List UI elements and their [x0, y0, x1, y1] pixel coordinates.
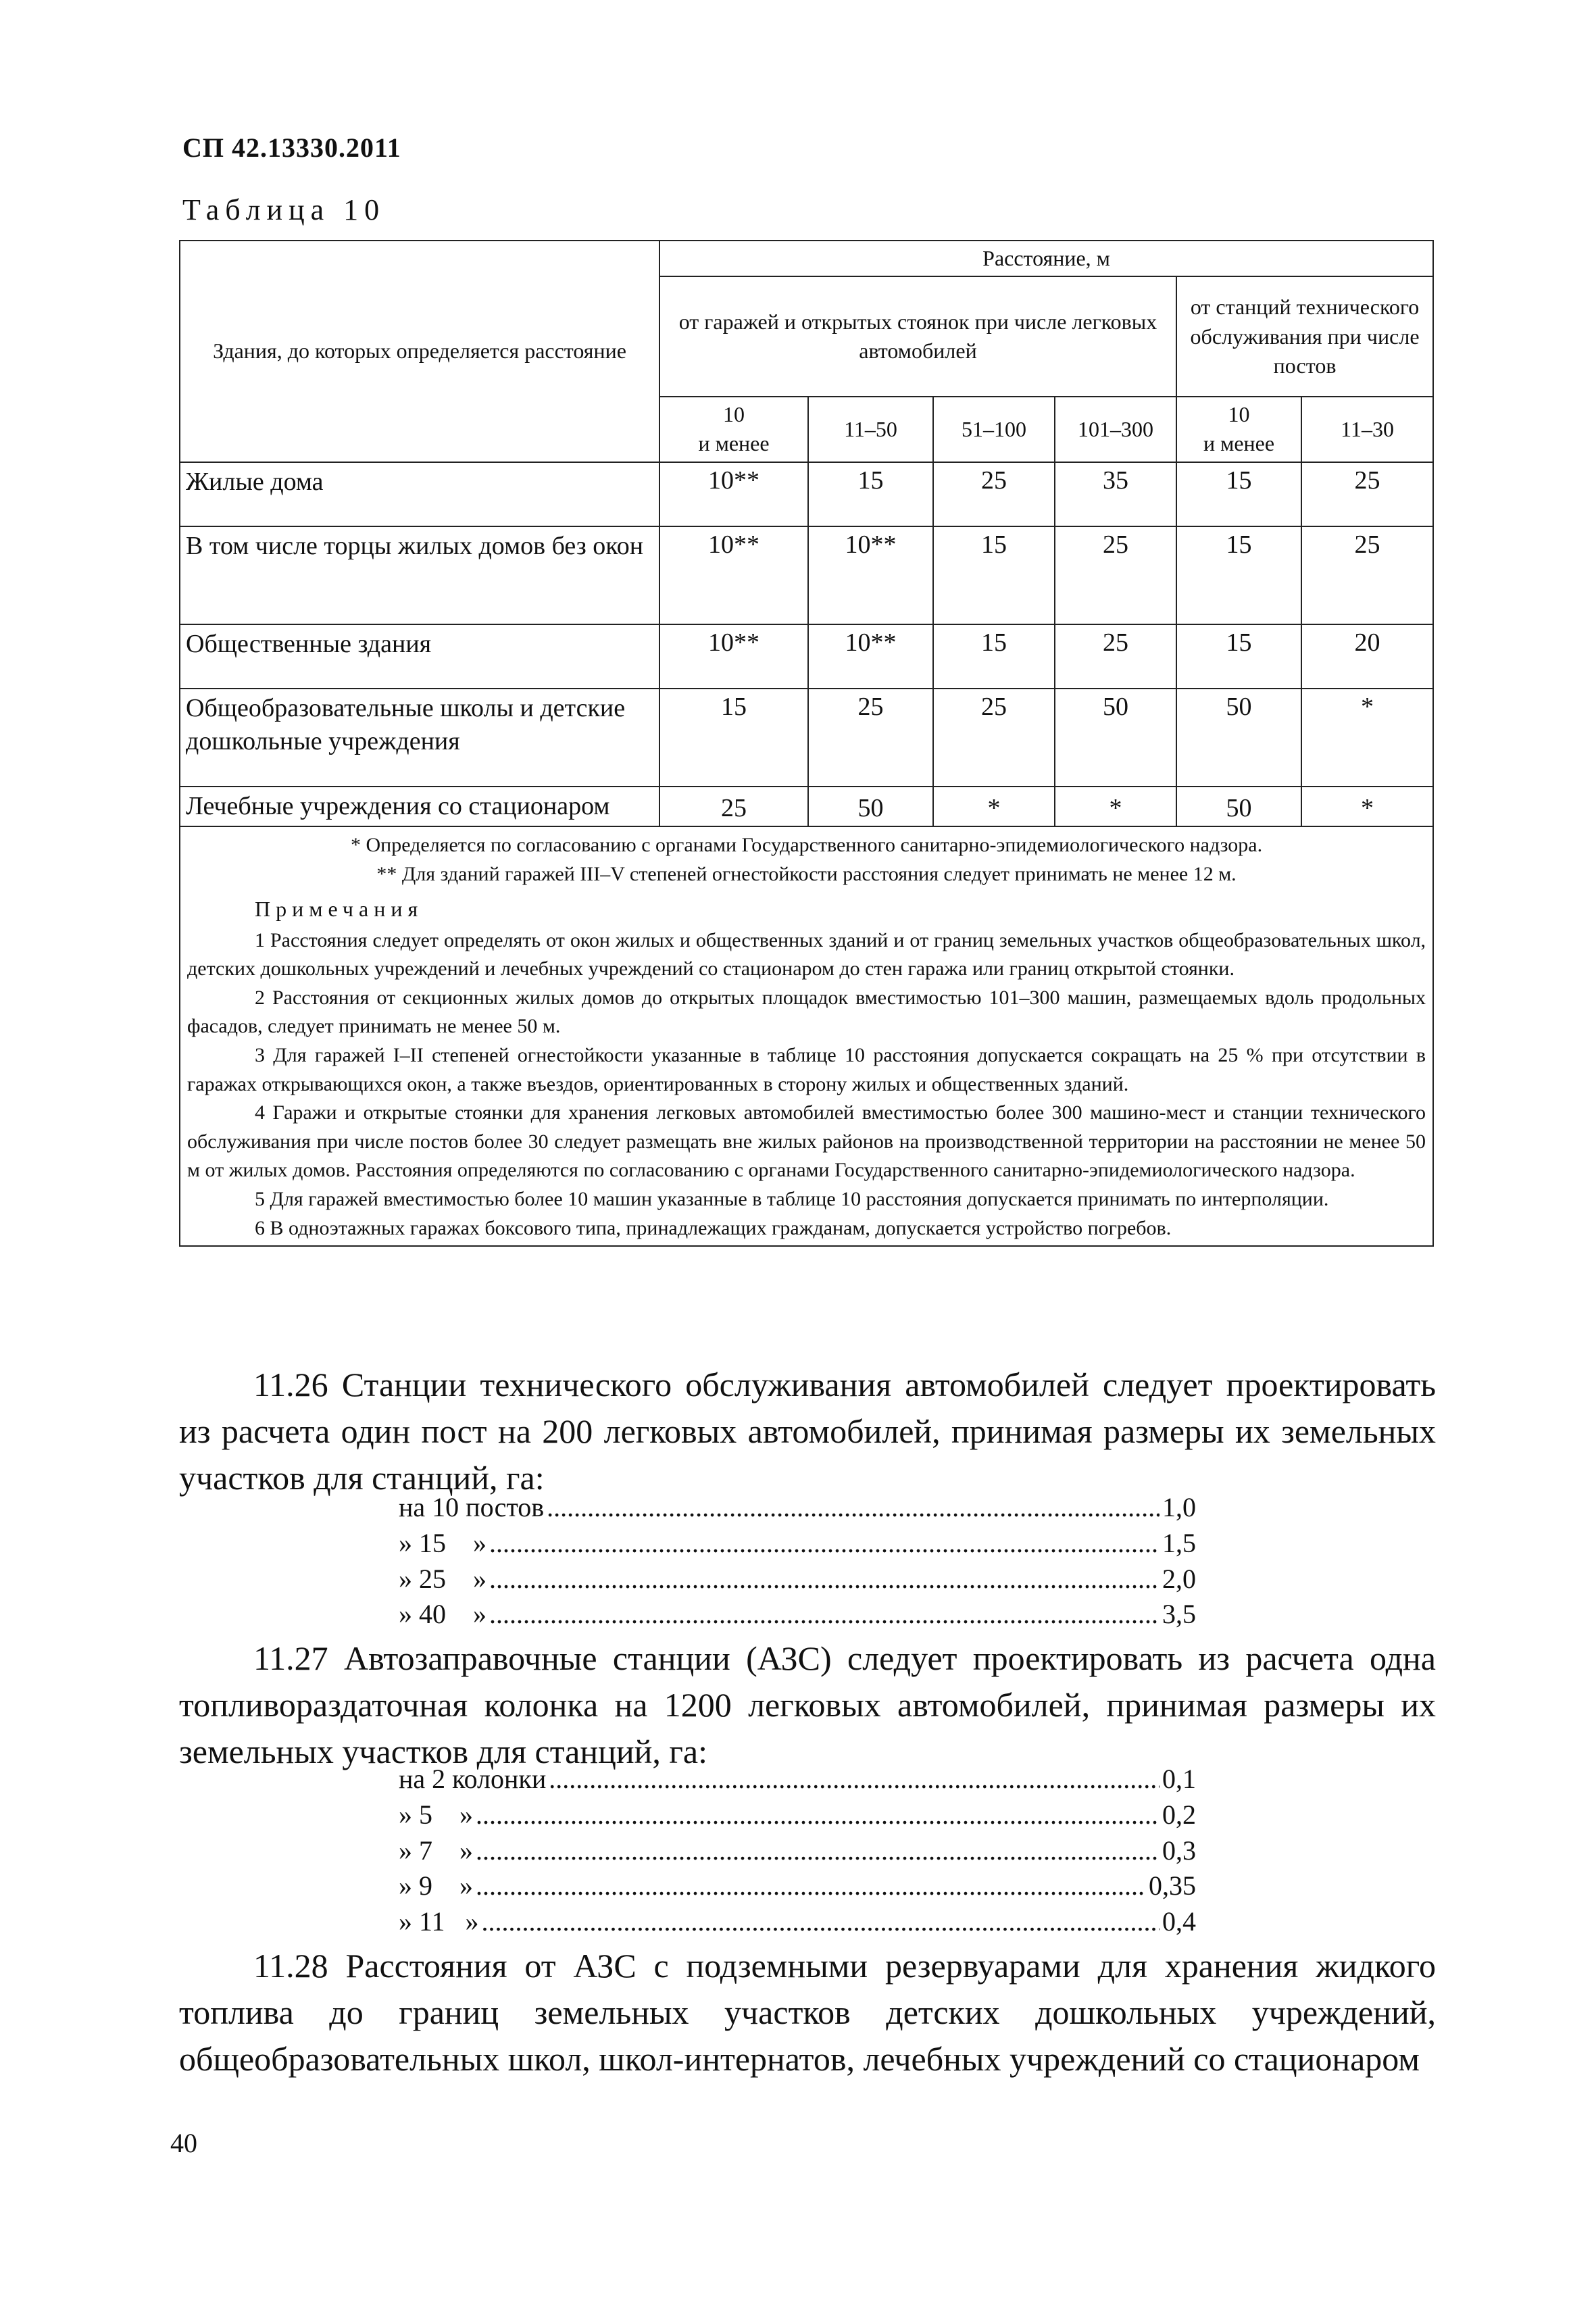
note-item: 1 Расстояния следует определять от окон жилых и общественных зданий и от границ земельных участков общеобразовательных школ, детских дошкольных учреждений и лечебных учреждений со стационаром до стен гаража или границ открытой стоянки.	[187, 928, 1426, 980]
group-header-garages: от гаражей и открытых стоянок при числе легковых автомобилей	[659, 276, 1176, 397]
column-header: 10 и менее	[659, 397, 808, 462]
paragraph-text: 11.27 Автозаправочные станции (АЗС) следует проектировать из расчета одна топливораздаточная колонка на 1200 легковых автомобилей, принимая размеры их земельных участков для станций, га:	[179, 1639, 1436, 1770]
dot-leader	[489, 1526, 1159, 1562]
item-label: » 5 »	[399, 1799, 473, 1830]
table-row	[180, 624, 1433, 689]
list-item	[399, 1797, 1196, 1833]
column-header: 11–30	[1301, 397, 1433, 462]
table-cell: 10**	[659, 526, 808, 624]
dot-leader	[549, 1762, 1159, 1797]
list-item	[399, 1833, 1196, 1869]
land-size-list-11-27	[399, 1762, 1196, 1940]
table-cell: 50	[808, 787, 933, 826]
row-label: Жилые дома	[180, 462, 659, 526]
note-item: 2 Расстояния от секционных жилых домов до открытых площадок вместимостью 101–300 машин, размещаемых вдоль продольных фасадов, следует принимать не менее 50 м.	[187, 986, 1426, 1038]
distance-header: Расстояние, м	[659, 241, 1433, 276]
item-label: » 9 »	[399, 1870, 473, 1901]
item-value: 1,0	[1162, 1492, 1196, 1522]
table-cell: 50	[1176, 689, 1301, 787]
table-row	[180, 689, 1433, 787]
dot-leader	[489, 1597, 1159, 1633]
item-label: на 2 колонки	[399, 1764, 547, 1794]
table-cell: 15	[808, 462, 933, 526]
table-cell: 35	[1055, 462, 1176, 526]
list-item	[399, 1562, 1196, 1597]
list-item	[399, 1868, 1196, 1904]
table-cell: 25	[659, 787, 808, 826]
section-11-28	[179, 1943, 1436, 2083]
notes-title: Примечания	[255, 897, 424, 922]
table-cell: 10**	[808, 624, 933, 689]
table-caption: Таблица 10	[182, 193, 386, 226]
item-label: » 15 »	[399, 1527, 487, 1558]
list-item	[399, 1526, 1196, 1562]
table-cell: 15	[1176, 462, 1301, 526]
document-code-header: СП 42.13330.2011	[182, 132, 401, 163]
dot-leader	[482, 1904, 1159, 1940]
list-item	[399, 1762, 1196, 1797]
dot-leader	[476, 1868, 1146, 1904]
table-cell: 25	[1055, 624, 1176, 689]
row-label: Общественные здания	[180, 624, 659, 689]
item-value: 0,4	[1162, 1906, 1196, 1937]
table-cell: 25	[808, 689, 933, 787]
note-item: 4 Гаражи и открытые стоянки для хранения легковых автомобилей вместимостью более 300 машино-мест и станции технического обслуживания при числе постов более 30 следует размещать вне жилых районов на производственной территории на расстоянии не менее 50 м от жилых домов. Расстояния определяются по согласованию с органами Государственного санитарно-эпидемиологического надзора.	[187, 1101, 1426, 1182]
section-11-26	[179, 1362, 1436, 1501]
column-header: 11–50	[808, 397, 933, 462]
table-cell: 15	[1176, 624, 1301, 689]
table-row	[180, 462, 1433, 526]
table-cell: 25	[933, 689, 1055, 787]
table-cell: 10**	[659, 462, 808, 526]
dot-leader	[489, 1562, 1159, 1597]
item-label: » 40 »	[399, 1599, 487, 1630]
paragraph-text: 11.26 Станции технического обслуживания автомобилей следует проектировать из расчета один пост на 200 легковых автомобилей, принимая размеры их земельных участков для станций, га:	[179, 1366, 1436, 1497]
item-value: 3,5	[1162, 1599, 1196, 1630]
footnote: * Определяется по согласованию с органами Государственного санитарно-эпидемиологического надзора.	[350, 833, 1263, 856]
table-notes	[180, 826, 1433, 1246]
table-cell: 25	[1055, 526, 1176, 624]
table-cell: 15	[659, 689, 808, 787]
item-value: 0,3	[1162, 1835, 1196, 1866]
table-cell: *	[933, 787, 1055, 826]
list-item	[399, 1490, 1196, 1526]
table-10	[179, 240, 1434, 1247]
note-item: 3 Для гаражей I–II степеней огнестойкости указанные в таблице 10 расстояния допускается сокращать на 25 % при отсутствии в гаражах открывающихся окон, а также въездов, ориентированных в сторону жилых и общественных зданий.	[187, 1043, 1426, 1095]
table-row	[180, 526, 1433, 624]
column-header: 51–100	[933, 397, 1055, 462]
row-label: Общеобразовательные школы и детские дошкольные учреждения	[180, 689, 659, 787]
row-label: Лечебные учреждения со стационаром	[180, 787, 659, 826]
table-cell: 10**	[808, 526, 933, 624]
table-cell: 10**	[659, 624, 808, 689]
list-item	[399, 1597, 1196, 1633]
table-cell: 15	[933, 526, 1055, 624]
table-cell: 25	[1301, 526, 1433, 624]
list-item	[399, 1904, 1196, 1940]
item-value: 0,2	[1162, 1799, 1196, 1830]
item-label: » 7 »	[399, 1835, 473, 1866]
table-cell: *	[1301, 787, 1433, 826]
item-value: 2,0	[1162, 1563, 1196, 1594]
table-cell: 25	[933, 462, 1055, 526]
table-row	[180, 787, 1433, 826]
row-label: В том числе торцы жилых домов без окон	[180, 526, 659, 624]
row-header-cell: Здания, до которых определяется расстояние	[180, 241, 659, 462]
table-cell: 20	[1301, 624, 1433, 689]
dot-leader	[476, 1797, 1159, 1833]
item-label: » 11 »	[399, 1906, 479, 1937]
land-size-list-11-26	[399, 1490, 1196, 1633]
dot-leader	[547, 1490, 1159, 1526]
paragraph-text: 11.28 Расстояния от АЗС с подземными резервуарами для хранения жидкого топлива до границ земельных участков детских дошкольных учреждений, общеобразовательных школ, школ-интернатов, лечебных учреждений со стационаром	[179, 1947, 1436, 2078]
item-label: » 25 »	[399, 1563, 487, 1594]
item-value: 0,35	[1149, 1870, 1196, 1901]
item-label: на 10 постов	[399, 1492, 545, 1522]
table-cell: 25	[1301, 462, 1433, 526]
table-cell: *	[1055, 787, 1176, 826]
footnote: ** Для зданий гаражей III–V степеней огнестойкости расстояния следует принимать не менее 12 м.	[376, 862, 1237, 885]
note-item: 5 Для гаражей вместимостью более 10 машин указанные в таблице 10 расстояния допускается принимать по интерполяции.	[255, 1187, 1329, 1210]
table-cell: *	[1301, 689, 1433, 787]
table-cell: 50	[1055, 689, 1176, 787]
dot-leader	[476, 1833, 1159, 1869]
group-header-stations: от станций технического обслуживания при числе постов	[1176, 276, 1433, 397]
page-number: 40	[170, 2128, 197, 2158]
table-cell: 15	[1176, 526, 1301, 624]
table-cell: 15	[933, 624, 1055, 689]
column-header: 10 и менее	[1176, 397, 1301, 462]
table-cell: 50	[1176, 787, 1301, 826]
note-item: 6 В одноэтажных гаражах боксового типа, принадлежащих гражданам, допускается устройство погребов.	[255, 1216, 1172, 1239]
column-header: 101–300	[1055, 397, 1176, 462]
item-value: 1,5	[1162, 1527, 1196, 1558]
item-value: 0,1	[1162, 1764, 1196, 1794]
section-11-27	[179, 1635, 1436, 1775]
